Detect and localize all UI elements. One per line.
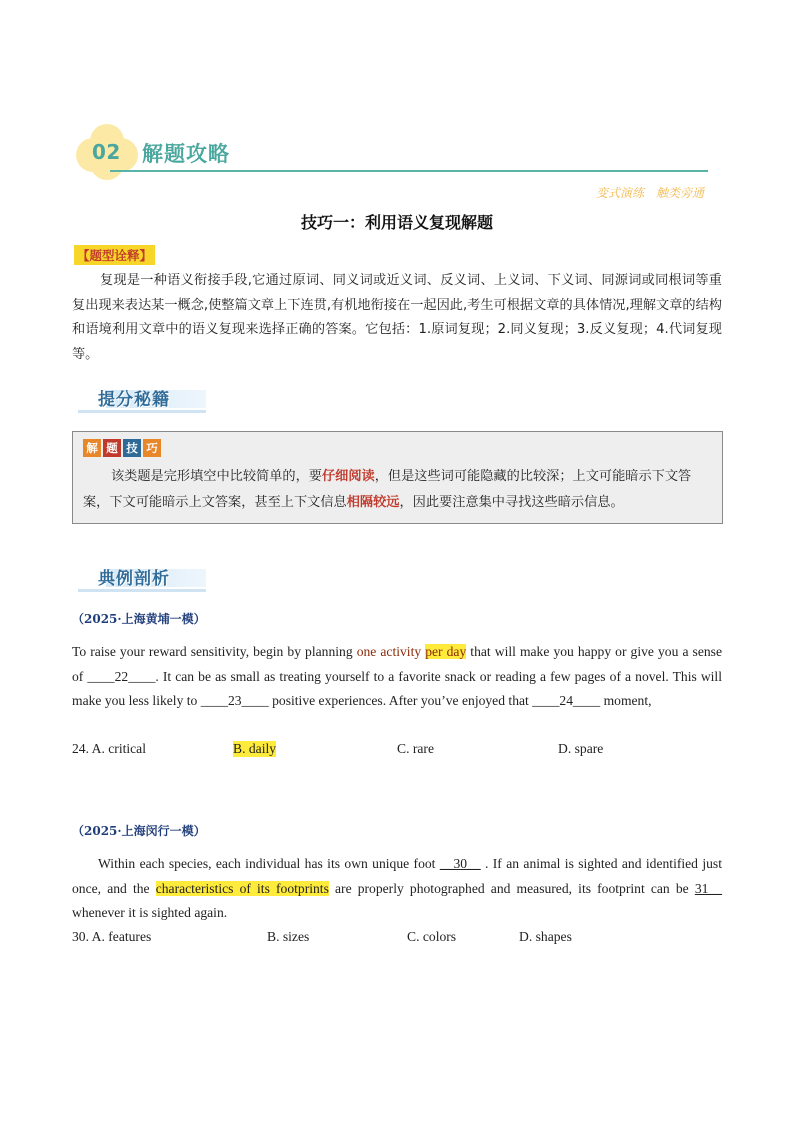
option-b: B. daily <box>233 741 277 756</box>
header-divider <box>110 170 708 172</box>
tip-text-part: ，因此要注意集中寻找这些暗示信息。 <box>399 495 624 510</box>
explanation-text: 复现是一种语义衔接手段,它通过原词、同义词或近义词、反义词、上义词、下义词、同源词或同根词等重复出现来表达某一概念,使整篇文章上下连贯,有机地衔接在一起因此,考生可根据文章的具体情况,理解文章的结构和语境利用文章中的语义复现来选择正确的答案。它包括：1.原词复现；2.同义复现；3.反义复现；4.代词复现等。 <box>72 273 722 362</box>
passage-text: moment, <box>600 693 652 708</box>
option-b: B. sizes <box>267 929 310 944</box>
tip-chip: 巧 <box>143 439 161 457</box>
tips-heading-text: 提分秘籍 <box>98 390 170 410</box>
examples-heading <box>78 561 208 595</box>
examples-heading-text: 典例剖析 <box>98 569 170 589</box>
blank-23: ____23____ <box>200 693 269 708</box>
tip-text-part: ，但是这些词可能隐藏的比较深；上文可能暗示下文答案，下文可能暗示上文答案，甚至上下文信息 <box>83 469 692 510</box>
tip-text-part: 该类题是完形填空中比较简单的，要 <box>111 469 322 484</box>
option-d: D. spare <box>558 741 604 756</box>
blank-30: __30__ <box>439 856 481 871</box>
tip-text <box>83 464 713 516</box>
page-title: 技巧一：利用语义复现解题 <box>300 213 493 232</box>
tip-box <box>72 431 723 524</box>
passage-text: that will make you happy or give you a sense of <box>72 644 722 684</box>
tip-chips <box>83 439 161 457</box>
passage-highlight: characteristics of its footprints <box>155 880 329 896</box>
passage-text: are properly photographed and measured, its footprint can be <box>328 880 695 896</box>
option-d: D. shapes <box>519 929 572 944</box>
tip-chip: 题 <box>103 439 121 457</box>
passage-highlight: per day <box>425 644 467 659</box>
tips-heading <box>78 382 208 416</box>
blank-24: ____24____ <box>532 693 601 708</box>
explanation-label: 【题型诠释】 <box>74 245 155 265</box>
passage-text: . It can be as small as treating yourself to a favorite snack or reading a few pages of a novel. This will make you less likely to <box>72 668 722 708</box>
option-c: C. rare <box>397 741 434 756</box>
section-number: 02 <box>92 140 121 164</box>
example2-source: （2025·上海闵行一模） <box>72 824 206 838</box>
option-c: C. colors <box>407 929 457 944</box>
passage-text: To raise your reward sensitivity, begin by planning <box>72 644 357 659</box>
example1-passage <box>72 640 722 714</box>
tip-chip: 解 <box>83 439 101 457</box>
passage-cue: one activity <box>356 644 426 659</box>
tip-emphasis: 仔细阅读 <box>322 469 375 484</box>
example2-passage <box>72 852 722 926</box>
passage-text: Within each species, each individual has its own unique foot <box>98 856 440 871</box>
tip-emphasis: 相隔较远 <box>346 495 400 510</box>
option-a: 24. A. critical <box>72 741 146 756</box>
example1-source: （2025·上海黄埔一模） <box>72 612 206 626</box>
section-title: 解题攻略 <box>142 142 230 166</box>
blank-31: 31__ <box>694 880 722 896</box>
passage-text: whenever it is sighted again. <box>72 905 228 920</box>
option-a: 30. A. features <box>72 929 152 944</box>
tagline <box>596 184 704 201</box>
passage-text: . If an animal is sighted and identified just once, and the <box>72 856 722 896</box>
tip-chip: 技 <box>123 439 141 457</box>
tagline-part: 变式演练 <box>596 186 645 200</box>
tagline-part: 触类旁通 <box>656 186 705 200</box>
passage-text: positive experiences. After you’ve enjoyed that <box>268 693 533 708</box>
blank-22: ____22____ <box>87 668 156 684</box>
